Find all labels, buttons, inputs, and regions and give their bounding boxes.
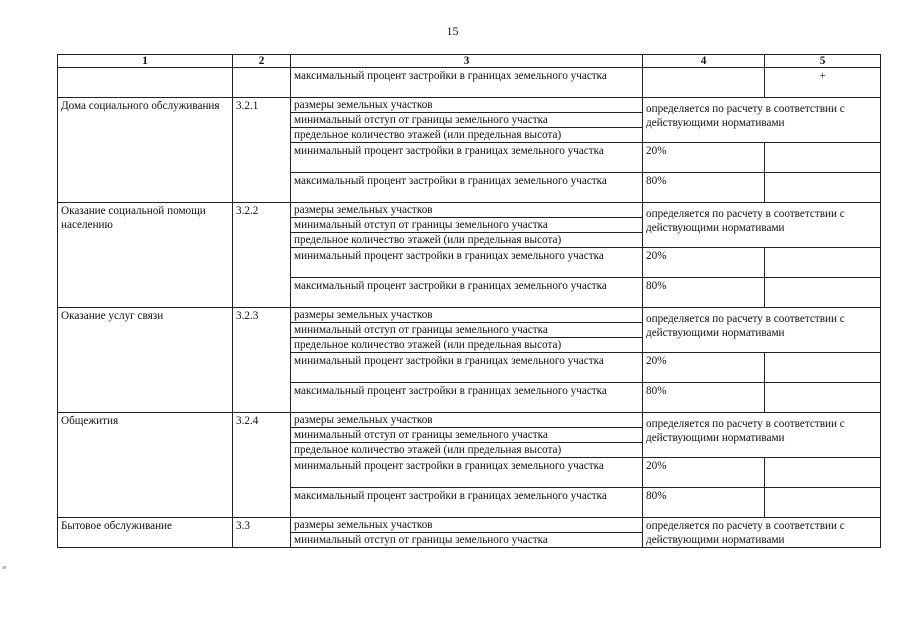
- param-cell: максимальный процент застройки в границах земельного участка: [291, 68, 643, 98]
- param-setback: минимальный отступ от границы земельного участка: [291, 218, 642, 233]
- header-row: [58, 55, 881, 68]
- param-min-cover: минимальный процент застройки в границах земельного участка: [291, 248, 643, 278]
- min-value: 20%: [643, 458, 765, 488]
- continuation-row: [58, 68, 881, 98]
- param-max-cover: максимальный процент застройки в границах земельного участка: [291, 173, 643, 203]
- param-size: размеры земельных участков: [291, 203, 642, 218]
- determined-text: определяется по расчету в соответствии с действующими нормативами: [643, 98, 881, 143]
- param-min-cover: минимальный процент застройки в границах земельного участка: [291, 458, 643, 488]
- param-floors: предельное количество этажей (или предельная высота): [294, 129, 562, 141]
- determined-text: определяется по расчету в соответствии с действующими нормативами: [643, 518, 881, 548]
- param-floors: предельное количество этажей (или предельная высота): [294, 444, 562, 456]
- min-value: 20%: [643, 143, 765, 173]
- header-col-4: 4: [643, 55, 765, 68]
- param-floors: предельное количество этажей (или предельная высота): [294, 234, 562, 246]
- header-col-1: 1: [58, 55, 233, 68]
- use-code: 3.2.1: [233, 98, 291, 203]
- param-min-cover: минимальный процент застройки в границах земельного участка: [291, 143, 643, 173]
- use-name: Оказание услуг связи: [58, 308, 233, 413]
- header-col-5: 5: [765, 55, 881, 68]
- param-max-cover: максимальный процент застройки в границах земельного участка: [291, 488, 643, 518]
- group-row: [58, 98, 881, 143]
- param-setback: минимальный отступ от границы земельного участка: [291, 323, 642, 338]
- page-number: 15: [446, 24, 459, 38]
- max-value: 80%: [643, 383, 765, 413]
- use-name: Общежития: [58, 413, 233, 518]
- header-col-2: 2: [233, 55, 291, 68]
- max-value: 80%: [643, 488, 765, 518]
- param-size: размеры земельных участков: [291, 413, 642, 428]
- min-value: 20%: [643, 248, 765, 278]
- mark-cell: +: [765, 68, 881, 98]
- use-code: 3.2.4: [233, 413, 291, 518]
- group-row: [58, 413, 881, 458]
- use-name: Оказание социальной помощи населению: [58, 203, 233, 308]
- determined-text: определяется по расчету в соответствии с действующими нормативами: [643, 203, 881, 248]
- param-size: размеры земельных участков: [291, 98, 642, 113]
- use-name: Дома социального обслуживания: [58, 98, 233, 203]
- use-name: Бытовое обслуживание: [58, 518, 233, 548]
- determined-text: определяется по расчету в соответствии с действующими нормативами: [643, 308, 881, 353]
- param-size: размеры земельных участков: [291, 308, 642, 323]
- param-size: размеры земельных участков: [291, 518, 642, 533]
- use-code: 3.2.2: [233, 203, 291, 308]
- param-floors: предельное количество этажей (или предельная высота): [294, 339, 562, 351]
- use-code: 3.2.3: [233, 308, 291, 413]
- group-row: [58, 203, 881, 248]
- param-setback: минимальный отступ от границы земельного участка: [291, 113, 642, 128]
- group-row: [58, 518, 881, 548]
- header-col-3: 3: [291, 55, 643, 68]
- determined-text: определяется по расчету в соответствии с действующими нормативами: [643, 413, 881, 458]
- max-value: 80%: [643, 278, 765, 308]
- param-max-cover: максимальный процент застройки в границах земельного участка: [291, 383, 643, 413]
- min-value: 20%: [643, 353, 765, 383]
- param-stack: [291, 308, 643, 353]
- margin-mark: ≡: [2, 563, 7, 572]
- param-stack: [291, 203, 643, 248]
- param-stack: [291, 413, 643, 458]
- param-min-cover: минимальный процент застройки в границах земельного участка: [291, 353, 643, 383]
- group-row: [58, 308, 881, 353]
- param-stack: [291, 518, 643, 548]
- param-setback: минимальный отступ от границы земельного участка: [294, 534, 548, 546]
- param-stack: [291, 98, 643, 143]
- zoning-table: [57, 54, 881, 548]
- use-code: 3.3: [233, 518, 291, 548]
- param-max-cover: максимальный процент застройки в границах земельного участка: [291, 278, 643, 308]
- param-setback: минимальный отступ от границы земельного участка: [291, 428, 642, 443]
- max-value: 80%: [643, 173, 765, 203]
